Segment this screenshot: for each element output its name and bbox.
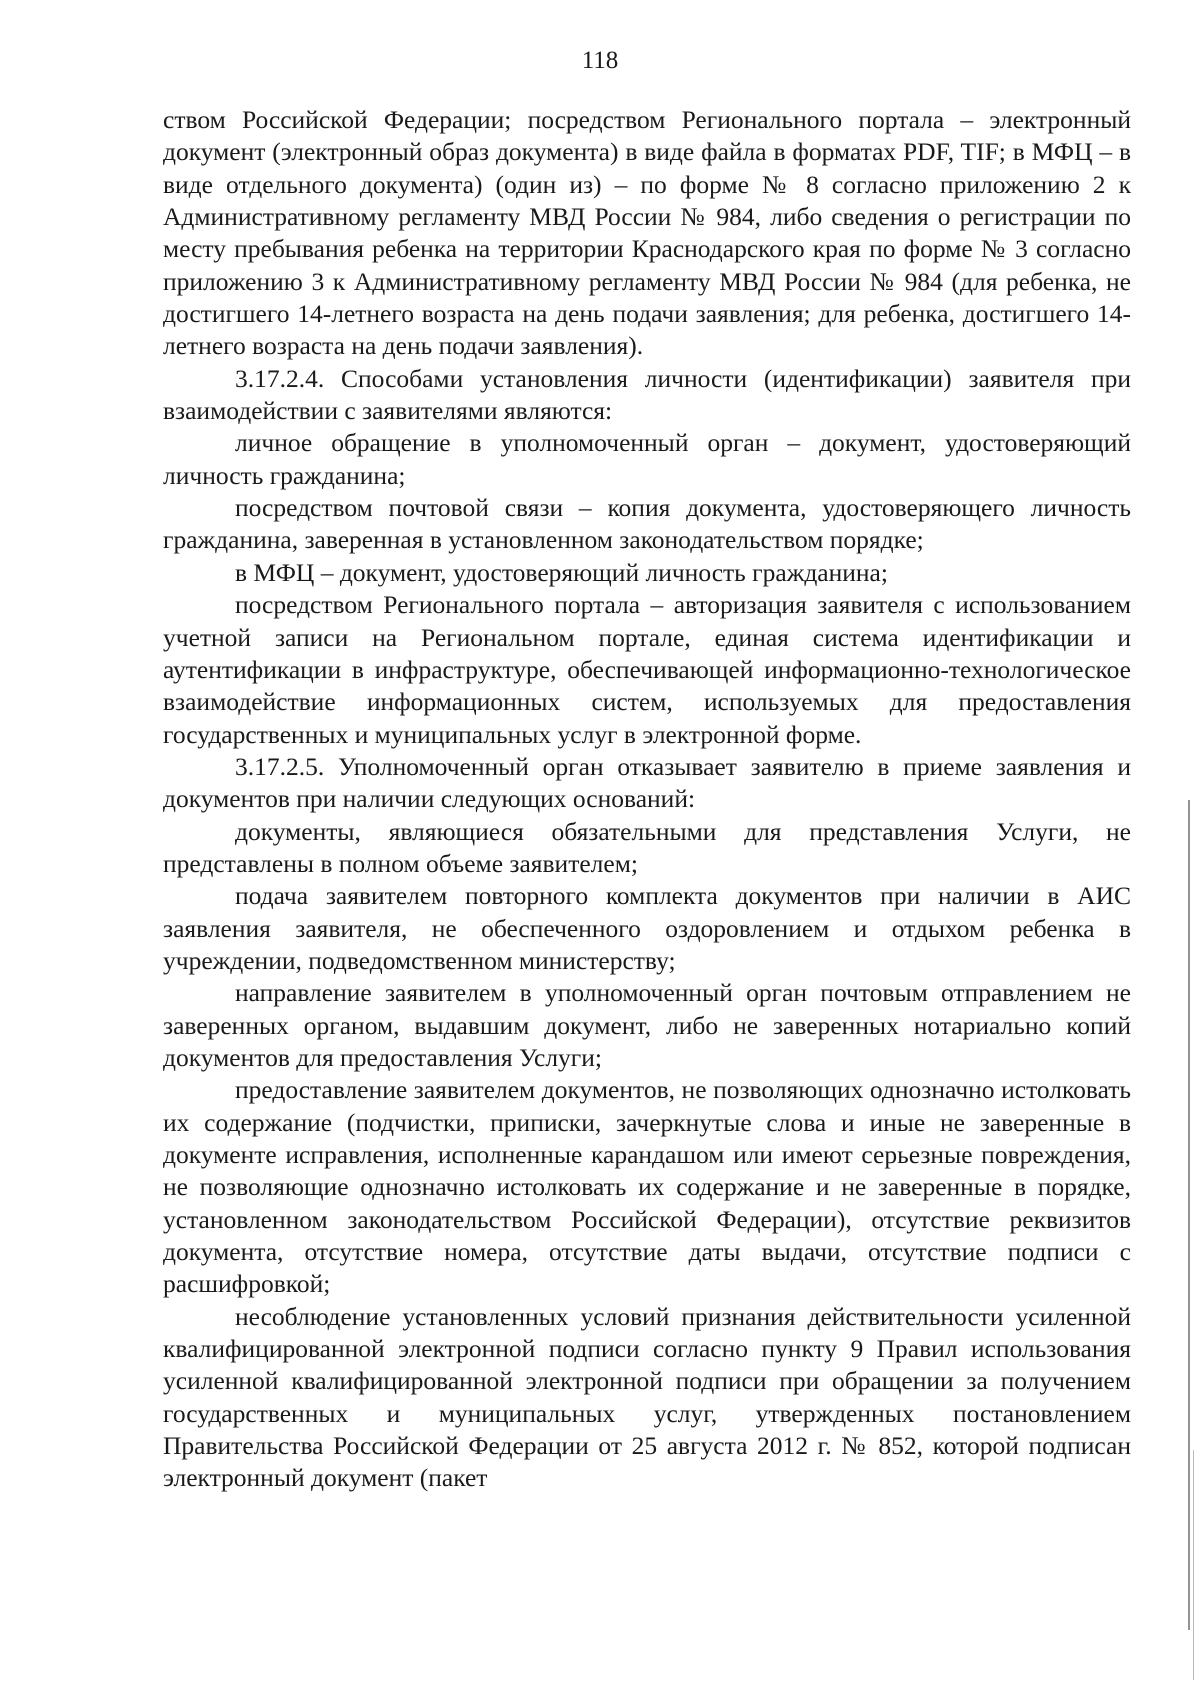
paragraph-mfc: в МФЦ – документ, удостоверяющий личность гражданина; [235,557,888,587]
document-body [163,104,1131,1495]
paragraph-personal-appeal: личное обращение в уполномоченный орган – документ, удостоверяющий личность гражданина; [163,428,1131,490]
page-number: 118 [581,47,619,74]
paragraph-incomplete-documents: документы, являющиеся обязательными для представления Услуги, не представлены в полном объеме заявителем; [163,816,1131,878]
scan-edge-line-secondary [1193,1450,1194,1680]
paragraph-postal: посредством почтовой связи – копия документа, удостоверяющего личность гражданина, заверенная в установленном законодательством порядке; [163,493,1131,555]
paragraph-3-17-2-4: 3.17.2.4. Способами установления личности (идентификации) заявителя при взаимодействии с заявителями являются: [163,363,1131,426]
paragraph-uncertified-copies: направление заявителем в уполномоченный орган почтовым отправлением не заверенных органом, выдавшим документ, либо не заверенных нотариально копий документов для предоставления Услуги; [163,978,1131,1072]
paragraph-3-17-2-5: 3.17.2.5. Уполномоченный орган отказывает заявителю в приеме заявления и документов при наличии следующих оснований: [163,751,1131,814]
paragraph-continuation: ством Российской Федерации; посредством Регионального портала – электронный документ (электронный образ документа) в виде файла в форматах PDF, TIF; в МФЦ – в виде отдельного документа) (один из) – по форме № 8 согласно приложению 2 к Административному регламенту МВД России № 984, либо сведения о регистрации по месту пребывания ребенка на территории Краснодарского края по форме № 3 согласно приложению 3 к Административному регламенту МВД России № 984 (для ребенка, не достигшего 14-летнего возраста на день подачи заявления; для ребенка, достигшего 14-летнего возраста на день подачи заявления). [163,105,1131,361]
paragraph-regional-portal: посредством Регионального портала – авторизация заявителя с использованием учетной записи на Региональном портале, единая система идентификации и аутентификации в инфраструктуре, обеспечивающей информационно-технологическое взаимодействие информационных систем, используемых для предоставления государственных и муниципальных услуг в электронной форме. [163,590,1131,749]
paragraph-repeat-submission: подача заявителем повторного комплекта документов при наличии в АИС заявления заявителя, не обеспеченного оздоровлением и отдыхом ребенка в учреждении, подведомственном министерству; [163,881,1131,975]
paragraph-ambiguous-documents: предоставление заявителем документов, не позволяющих однозначно истолковать их содержание (подчистки, приписки, зачеркнутые слова и иные не заверенные в документе исправления, исполненные карандашом или имеют серьезные повреждения, не позволяющие однозначно истолковать их содержание и не заверенные в порядке, установленном законодательством Российской Федерации), отсутствие реквизитов документа, отсутствие номера, отсутствие даты выдачи, отсутствие подписи с расшифровкой; [163,1075,1131,1299]
paragraph-signature-conditions: несоблюдение установленных условий признания действительности усиленной квалифицированной электронной подписи согласно пункту 9 Правил использования усиленной квалифицированной электронной подписи при обращении за получением государственных и муниципальных услуг, утвержденных постановлением Правительства Российской Федерации от 25 августа 2012 г. № 852, которой подписан электронный документ (пакет [163,1301,1131,1493]
scan-edge-line [1188,800,1190,1630]
